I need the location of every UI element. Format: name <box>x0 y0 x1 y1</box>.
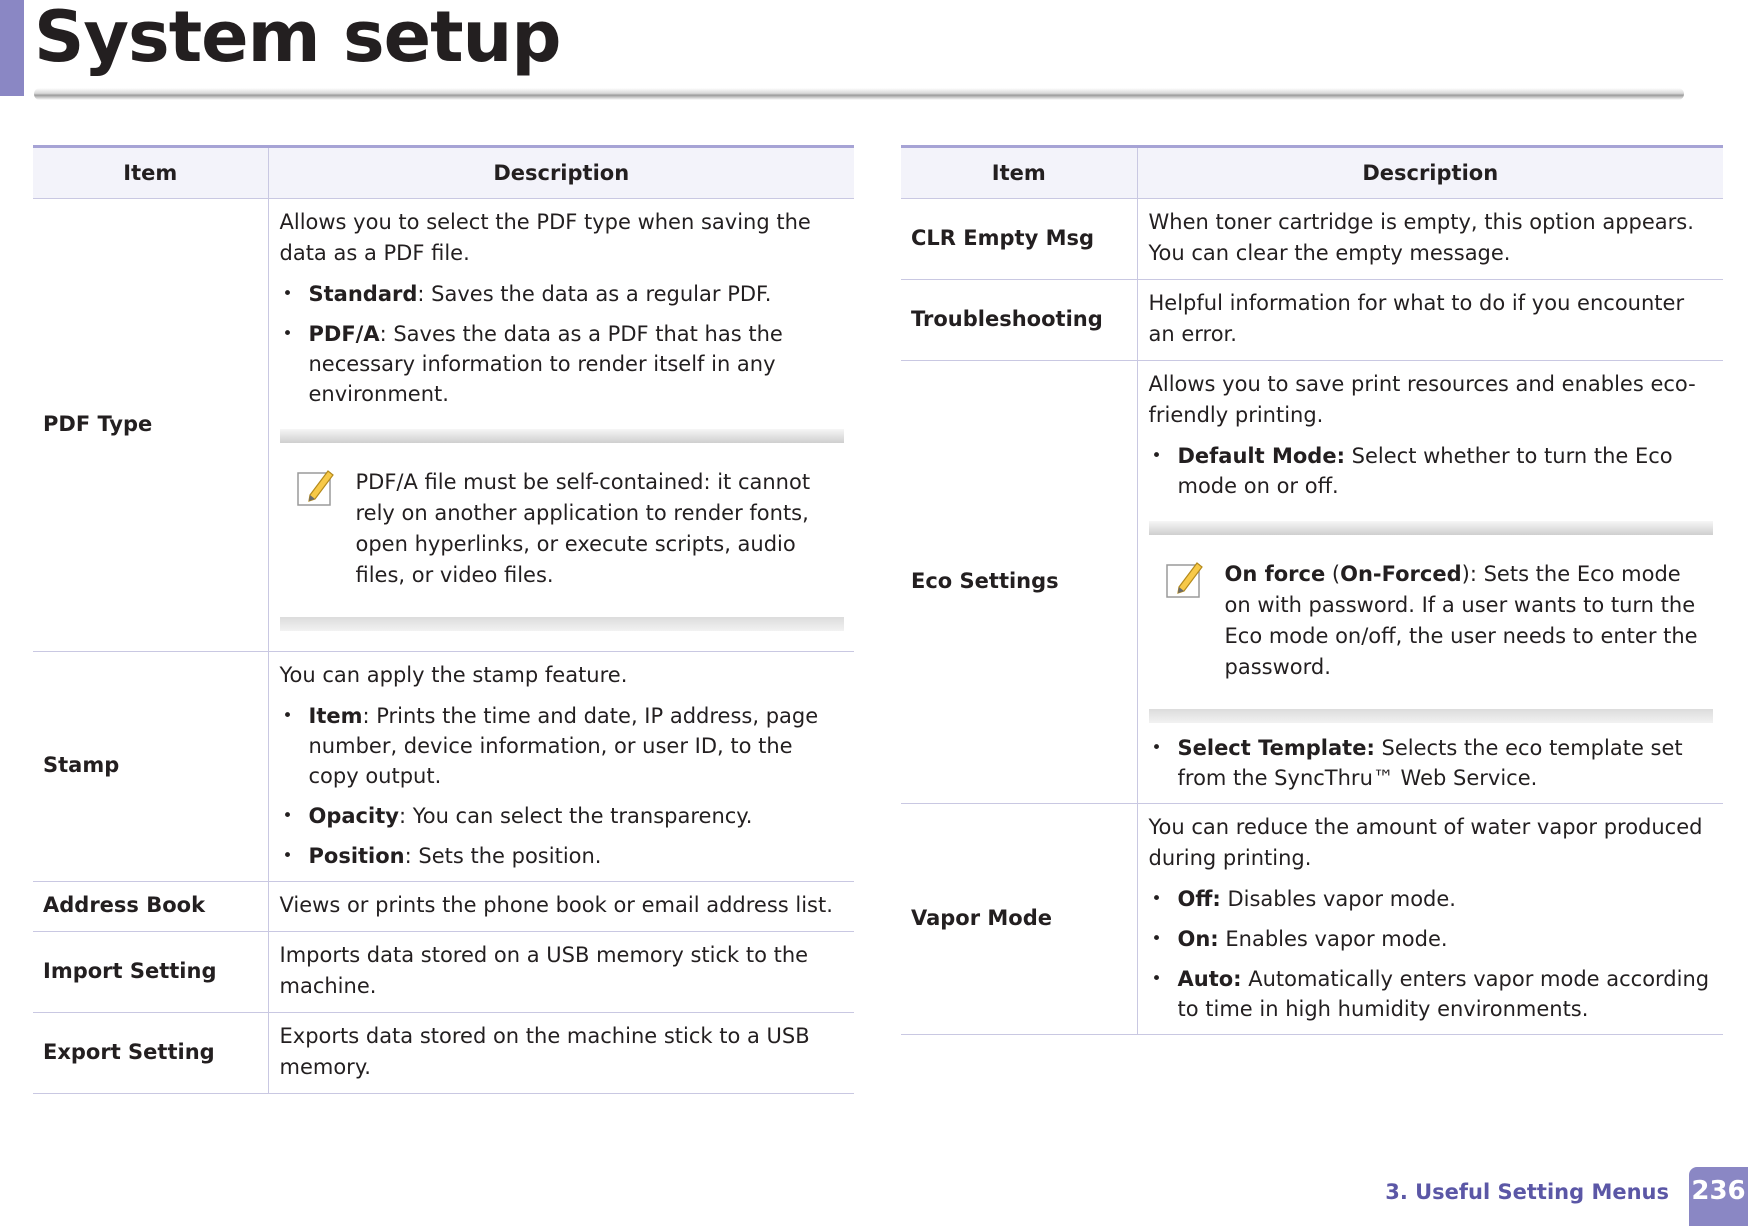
table-row <box>33 1013 854 1094</box>
list-item <box>280 279 845 309</box>
stamp-options <box>280 701 845 871</box>
pdf-type-intro: Allows you to select the PDF type when saving the data as a PDF file. <box>279 210 811 265</box>
note-box <box>1149 521 1714 723</box>
option-text: : Saves the data as a regular PDF. <box>417 282 772 306</box>
option-text: : You can select the transparency. <box>398 804 753 828</box>
row-item-vapor-mode: Vapor Mode <box>901 804 1137 1035</box>
note-top-border <box>280 429 845 443</box>
note-box <box>280 429 845 631</box>
option-text: Selects the eco template set from the SyncThru™ Web Service. <box>1177 736 1683 790</box>
row-desc-eco-settings <box>1137 361 1723 804</box>
option-text: : Prints the time and date, IP address, page number, device information, or user ID, to the copy output. <box>308 704 819 788</box>
option-text: : Sets the position. <box>404 844 602 868</box>
row-item-eco-settings: Eco Settings <box>901 361 1137 804</box>
list-item <box>1149 441 1714 501</box>
option-text: : Saves the data as a PDF that has the necessary information to render itself in any environment. <box>308 322 783 406</box>
page-number: 236 <box>1689 1167 1748 1226</box>
row-item-stamp: Stamp <box>33 652 268 882</box>
option-label: Default Mode: <box>1177 444 1345 468</box>
option-text: Select whether to turn the Eco mode on or off. <box>1177 444 1673 498</box>
left-settings-table <box>33 145 854 1094</box>
note-text-part: ( <box>1325 562 1341 586</box>
table-row <box>33 199 854 652</box>
list-item <box>1149 733 1714 793</box>
title-divider <box>34 88 1684 100</box>
right-settings-table <box>901 145 1723 1035</box>
row-desc-vapor-mode <box>1137 804 1723 1035</box>
list-item <box>280 841 845 871</box>
row-desc-import-setting: Imports data stored on a USB memory stick to the machine. <box>268 932 854 1013</box>
row-desc-stamp <box>268 652 854 882</box>
vapor-options <box>1149 884 1714 1024</box>
option-text: Disables vapor mode. <box>1220 887 1456 911</box>
note-pencil-icon <box>1165 557 1205 601</box>
eco-options-more <box>1149 733 1714 793</box>
list-item <box>280 701 845 791</box>
footer-chapter-label: 3. Useful Setting Menus <box>1385 1180 1669 1204</box>
option-text: Enables vapor mode. <box>1218 927 1448 951</box>
option-label: On: <box>1177 927 1219 951</box>
row-item-export-setting: Export Setting <box>33 1013 268 1094</box>
list-item <box>280 319 845 409</box>
vapor-intro: You can reduce the amount of water vapor produced during printing. <box>1148 815 1703 870</box>
table-row <box>901 280 1723 361</box>
table-row <box>33 882 854 932</box>
row-desc-clr-empty-msg: When toner cartridge is empty, this option appears. You can clear the empty message. <box>1137 199 1723 280</box>
option-label: Off: <box>1177 887 1221 911</box>
table-row <box>901 361 1723 804</box>
page-title: System setup <box>34 0 561 78</box>
note-top-border <box>1149 521 1714 535</box>
note-text-part: ): Sets the Eco mode on with password. If a user wants to turn the Eco mode on/off, the user needs to enter the password. <box>1224 562 1698 679</box>
note-text <box>1225 559 1712 683</box>
table-header-row <box>33 147 854 199</box>
row-item-clr-empty-msg: CLR Empty Msg <box>901 199 1137 280</box>
table-row <box>901 804 1723 1035</box>
option-label: Auto: <box>1177 967 1242 991</box>
eco-options <box>1149 441 1714 501</box>
option-label: Position <box>308 844 405 868</box>
stamp-intro: You can apply the stamp feature. <box>279 663 628 687</box>
table-row <box>33 652 854 882</box>
option-label: Select Template: <box>1177 736 1375 760</box>
column-header-description: Description <box>268 147 854 199</box>
row-desc-export-setting: Exports data stored on the machine stick to a USB memory. <box>268 1013 854 1094</box>
note-bottom-border <box>1149 709 1714 723</box>
row-desc-troubleshooting: Helpful information for what to do if you encounter an error. <box>1137 280 1723 361</box>
row-item-troubleshooting: Troubleshooting <box>901 280 1137 361</box>
note-text: PDF/A file must be self-contained: it cannot rely on another application to render fonts, open hyperlinks, or execute scripts, audio files, or video files. <box>355 470 811 587</box>
column-header-item: Item <box>901 147 1137 199</box>
row-item-address-book: Address Book <box>33 882 268 932</box>
eco-intro: Allows you to save print resources and enables eco-friendly printing. <box>1148 372 1696 427</box>
row-desc-pdf-type <box>268 199 854 652</box>
note-term: On-Forced <box>1340 562 1462 586</box>
header-accent-bar <box>0 0 24 96</box>
note-pencil-icon <box>296 465 336 509</box>
option-label: Opacity <box>308 804 399 828</box>
row-item-import-setting: Import Setting <box>33 932 268 1013</box>
column-header-item: Item <box>33 147 268 199</box>
pdf-type-options <box>280 279 845 409</box>
table-header-row <box>901 147 1723 199</box>
note-bottom-border <box>280 617 845 631</box>
column-header-description: Description <box>1137 147 1723 199</box>
table-row <box>33 932 854 1013</box>
list-item <box>1149 884 1714 914</box>
option-label: PDF/A <box>308 322 380 346</box>
option-label: Item <box>308 704 363 728</box>
note-term: On force <box>1224 562 1326 586</box>
option-label: Standard <box>308 282 418 306</box>
list-item <box>1149 924 1714 954</box>
list-item <box>280 801 845 831</box>
row-item-pdf-type: PDF Type <box>33 199 268 652</box>
option-text: Automatically enters vapor mode according to time in high humidity environments. <box>1177 967 1710 1021</box>
row-desc-address-book: Views or prints the phone book or email address list. <box>268 882 854 932</box>
table-row <box>901 199 1723 280</box>
list-item <box>1149 964 1714 1024</box>
